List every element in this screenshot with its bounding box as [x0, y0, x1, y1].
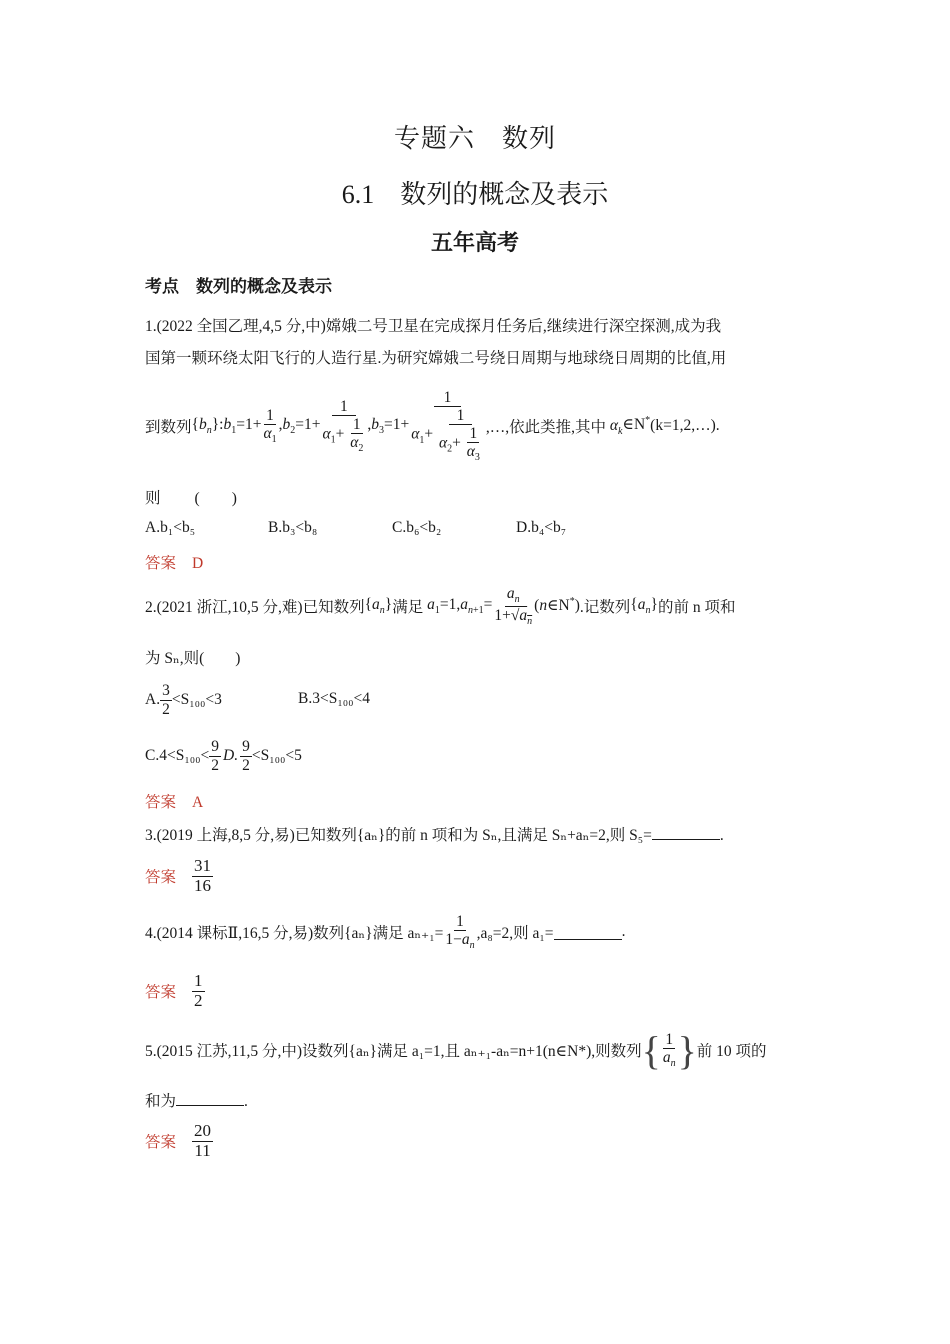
q2-answer-value: A	[192, 794, 204, 811]
q5-line2: 和为 .	[145, 1093, 248, 1110]
q1-end: (k=1,2,…).	[650, 417, 720, 434]
q1-option-b: B.b₃<b₈	[268, 519, 318, 536]
q5-question: 5.(2015 江苏,11,5 分,中)设数列{aₙ}满足 a₁=1,且 aₙ₊₁-aₙ=n+1(n∈N*),则数列 { $\frac{1}{a_n}$ } 前 10 项的	[145, 1027, 767, 1073]
q5-answer-value: $\frac{20}{11}$	[194, 1120, 212, 1160]
q1-suffix: ,…,依此类推,其中	[485, 419, 607, 436]
q2-option-a: A. $\frac{3}{2}$ <S₁₀₀<3	[145, 682, 222, 718]
q5-sequence-fraction: $\frac{1}{a_n}$	[662, 1030, 676, 1070]
q1-line1: 1.(2022 全国乙理,4,5 分,中)嫦娥二号卫星在完成探月任务后,继续进行深空探测,成为我	[145, 318, 722, 335]
q2-recurrence-fraction: $\frac{a_n}{1+√a_n}$	[494, 585, 533, 627]
q3-answer-value: $\frac{31}{16}$	[194, 855, 212, 895]
q1-b3-fraction: 1 $\alpha_1+$ 1 $\alpha_2+$ $\frac{1}{\alpha_3}$	[411, 388, 480, 464]
q1-prefix: 到数列	[145, 419, 192, 436]
q2-line2: 为 Sₙ,则( )	[145, 650, 241, 667]
q4-answer: 答案 $\frac{1}{2}$	[145, 970, 203, 1010]
q2-answer: 答案 A	[145, 794, 204, 811]
q1-answer-value: D	[192, 555, 204, 572]
q4-recurrence-fraction: $\frac{1}{1-a_n}$	[445, 912, 475, 952]
point-heading: 考点 数列的概念及表示	[145, 277, 332, 297]
q1-line4: 则 ( )	[145, 490, 237, 507]
page-title: 专题六 数列	[393, 124, 556, 153]
q3-question: 3.(2019 上海,8,5 分,易)已知数列{aₙ}的前 n 项和为 Sₙ,且满足 Sₙ+aₙ=2,则 S₅= .	[145, 827, 724, 844]
q1-option-a: A.b₁<b₅	[145, 519, 196, 536]
q5-answer: 答案 $\frac{20}{11}$	[145, 1120, 212, 1160]
q1-line3: 到数列 $\{b_n\}:b_1=1+$ $\frac{1}{\alpha_1}$ $,b_2=1+$ 1 $\alpha_1+$ $\frac{1}{\alpha_2}$ $,b_3=1+$ 1 $\alpha_1+$ 1 $\alpha_2+$ $\frac{1}{\alpha_3}$ ,…,依此类推,其中 $\alpha_k\in N^*$ (k=1,2,…).	[145, 388, 720, 464]
q1-line2: 国第一颗环绕太阳飞行的人造行星.为研究嫦娥二号绕日周期与地球绕日周期的比值,用	[145, 350, 727, 367]
q4-question: 4.(2014 课标Ⅱ,16,5 分,易)数列{aₙ}满足 aₙ₊₁= $\frac{1}{1-a_n}$ ,a₈=2,则 a₁= .	[145, 912, 626, 952]
q1-b1-fraction: $\frac{1}{\alpha_1}$	[263, 406, 277, 446]
subtitle: 五年高考	[430, 231, 519, 256]
q1-b2-fraction: 1 $\alpha_1+$ $\frac{1}{\alpha_2}$	[322, 397, 364, 455]
q2-option-b: B.3<S₁₀₀<4	[298, 690, 371, 707]
q2-line1: 2.(2021 浙江,10,5 分,难)已知数列 $\{a_n\}$ 满足 $a_1=1,a_{n+1}=$ $\frac{a_n}{1+√a_n}$ (n∈N*) .记数列 $\{a_n\}$ 的前 n 项和	[145, 585, 736, 627]
q1-sequence-def: $\{b_n\}:b_1=1+$	[191, 415, 262, 437]
q1-option-c: C.b₆<b₂	[392, 519, 442, 536]
section-title: 6.1 数列的概念及表示	[341, 180, 609, 209]
q4-answer-value: $\frac{1}{2}$	[194, 970, 203, 1010]
q1-answer: 答案 D	[145, 555, 204, 572]
q3-answer: 答案 $\frac{31}{16}$	[145, 855, 212, 895]
q2-option-cd: C.4<S₁₀₀< $\frac{9}{2}$ D. $\frac{9}{2}$ <S₁₀₀<5	[145, 738, 302, 774]
q1-option-d: D.b₄<b₇	[516, 519, 567, 536]
